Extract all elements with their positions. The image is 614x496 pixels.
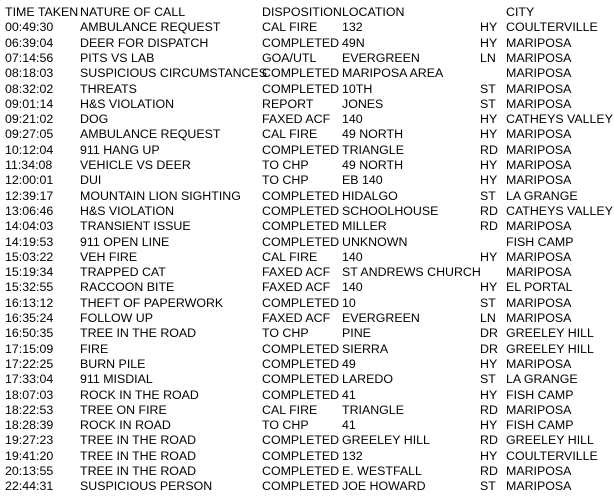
time-cell: 09:27:05 (5, 127, 54, 142)
city-cell: GREELEY HILL (506, 341, 594, 356)
location-cell: 132 (342, 20, 363, 35)
city-cell: GREELEY HILL (506, 433, 594, 448)
nature-cell: DEER FOR DISPATCH (80, 35, 209, 50)
disposition-cell: COMPLETED (262, 295, 340, 310)
street-type-cell: HY (480, 356, 498, 371)
street-type-cell: RD (480, 219, 498, 234)
nature-cell: VEH FIRE (80, 249, 138, 264)
nature-cell: TREE IN THE ROAD (80, 326, 197, 341)
disposition-cell: COMPLETED (262, 219, 340, 234)
table-row (0, 66, 614, 81)
nature-cell: VEHICLE VS DEER (80, 158, 191, 172)
time-cell: 00:49:30 (5, 20, 54, 35)
nature-cell: TRANSIENT ISSUE (80, 219, 191, 234)
location-cell: 41 (342, 418, 356, 433)
time-cell: 09:21:02 (5, 112, 54, 127)
table-row (0, 235, 614, 250)
street-type-cell: ST (480, 96, 496, 111)
street-type-cell: RD (480, 142, 498, 157)
nature-cell: AMBULANCE REQUEST (80, 127, 221, 142)
location-cell: UNKNOWN (342, 234, 408, 249)
nature-cell: FIRE (80, 341, 109, 356)
street-type-cell: ST (480, 295, 496, 310)
time-cell: 15:03:22 (5, 249, 54, 264)
city-cell: MARIPOSA (506, 81, 572, 96)
time-cell: 08:18:03 (5, 66, 54, 81)
nature-cell: ROCK IN ROAD (80, 418, 171, 433)
street-type-cell: HY (480, 249, 498, 264)
table-row (0, 51, 614, 66)
nature-cell: FOLLOW UP (80, 311, 153, 325)
disposition-cell: COMPLETED (262, 433, 340, 448)
table-row (0, 311, 614, 326)
location-cell: 10 (342, 295, 356, 310)
street-type-cell: HY (480, 418, 498, 433)
city-cell: MARIPOSA (506, 96, 572, 111)
street-type-cell: RD (480, 464, 498, 478)
time-cell: 22:44:31 (5, 479, 54, 494)
nature-cell: DOG (80, 112, 109, 127)
city-cell: LA GRANGE (506, 188, 578, 203)
location-cell: 49 NORTH (342, 127, 404, 142)
street-type-cell: HY (480, 112, 498, 127)
location-cell: SIERRA (342, 341, 389, 356)
nature-cell: TREE IN THE ROAD (80, 448, 197, 463)
city-cell: FISH CAMP (506, 234, 574, 249)
street-type-cell: ST (480, 81, 496, 96)
city-cell: COULTERVILLE (506, 448, 598, 463)
location-cell: 140 (342, 280, 363, 295)
table-row (0, 464, 614, 479)
table-row (0, 204, 614, 219)
nature-cell: TREE IN THE ROAD (80, 433, 197, 448)
time-cell: 15:19:34 (5, 265, 54, 280)
location-cell: 49 (342, 356, 356, 371)
street-type-cell: HY (480, 173, 498, 188)
table-row (0, 250, 614, 265)
table-row (0, 372, 614, 387)
table-row (0, 433, 614, 448)
disposition-cell: COMPLETED (262, 142, 340, 157)
table-row (0, 97, 614, 112)
table-row (0, 265, 614, 280)
disposition-cell: COMPLETED (262, 372, 340, 387)
location-cell: ST ANDREWS CHURCH (342, 265, 481, 280)
location-cell: JOE HOWARD (342, 479, 426, 494)
nature-cell: 911 HANG UP (80, 142, 160, 157)
location-cell: 49 NORTH (342, 158, 404, 172)
disposition-cell: COMPLETED (262, 188, 340, 203)
table-row (0, 143, 614, 158)
disposition-cell: COMPLETED (262, 448, 340, 463)
nature-cell: TRAPPED CAT (80, 265, 166, 280)
table-row (0, 112, 614, 127)
location-cell: HIDALGO (342, 188, 398, 203)
disposition-cell: COMPLETED (262, 464, 340, 478)
city-cell: FISH CAMP (506, 387, 574, 402)
table-row (0, 342, 614, 357)
nature-cell: THEFT OF PAPERWORK (80, 295, 224, 310)
table-row (0, 326, 614, 341)
city-cell: MARIPOSA (506, 142, 572, 157)
time-cell: 18:22:53 (5, 402, 54, 417)
street-type-cell: ST (480, 372, 496, 387)
header-nature-of-call: NATURE OF CALL (80, 5, 186, 19)
time-cell: 15:32:55 (5, 280, 54, 295)
table-row (0, 82, 614, 97)
table-row (0, 158, 614, 173)
nature-cell: DUI (80, 173, 102, 188)
city-cell: GREELEY HILL (506, 326, 594, 341)
location-cell: 132 (342, 448, 363, 463)
disposition-cell: FAXED ACF (262, 112, 331, 127)
street-type-cell: HY (480, 158, 498, 172)
nature-cell: SUSPICIOUS PERSON (80, 479, 213, 494)
disposition-cell: COMPLETED (262, 479, 340, 494)
disposition-cell: TO CHP (262, 326, 309, 341)
time-cell: 12:00:01 (5, 173, 54, 188)
location-cell: TRIANGLE (342, 402, 404, 417)
street-type-cell: DR (480, 341, 498, 356)
city-cell: MARIPOSA (506, 402, 572, 417)
nature-cell: THREATS (80, 81, 137, 96)
disposition-cell: REPORT (262, 96, 314, 111)
time-cell: 09:01:14 (5, 96, 54, 111)
time-cell: 17:33:04 (5, 372, 54, 387)
city-cell: MARIPOSA (506, 219, 572, 234)
city-cell: MARIPOSA (506, 356, 572, 371)
time-cell: 19:27:23 (5, 433, 54, 448)
nature-cell: AMBULANCE REQUEST (80, 20, 221, 35)
disposition-cell: COMPLETED (262, 81, 340, 96)
nature-cell: RACCOON BITE (80, 280, 175, 295)
nature-cell: 911 OPEN LINE (80, 234, 170, 249)
disposition-cell: FAXED ACF (262, 265, 331, 280)
table-row (0, 36, 614, 51)
disposition-cell: COMPLETED (262, 341, 340, 356)
street-type-cell: RD (480, 402, 498, 417)
table-row (0, 219, 614, 234)
nature-cell: SUSPICIOUS CIRCUMSTANCES (80, 66, 268, 81)
city-cell: MARIPOSA (506, 249, 572, 264)
location-cell: 10TH (342, 81, 373, 96)
location-cell: MARIPOSA AREA (342, 66, 444, 81)
nature-cell: 911 MISDIAL (80, 372, 153, 387)
disposition-cell: CAL FIRE (262, 402, 318, 417)
nature-cell: TREE ON FIRE (80, 402, 167, 417)
street-type-cell: ST (480, 479, 496, 494)
table-row (0, 357, 614, 372)
time-cell: 20:13:55 (5, 464, 54, 478)
city-cell: CATHEYS VALLEY (506, 203, 613, 218)
time-cell: 10:12:04 (5, 142, 54, 157)
city-cell: MARIPOSA (506, 66, 572, 81)
disposition-cell: COMPLETED (262, 35, 340, 50)
disposition-cell: TO CHP (262, 158, 309, 172)
time-cell: 19:41:20 (5, 448, 54, 463)
time-cell: 17:15:09 (5, 341, 54, 356)
location-cell: LAREDO (342, 372, 393, 387)
time-cell: 14:04:03 (5, 219, 54, 234)
street-type-cell: HY (480, 20, 498, 35)
header-row (0, 5, 614, 20)
city-cell: MARIPOSA (506, 295, 572, 310)
nature-cell: MOUNTAIN LION SIGHTING (80, 188, 241, 203)
location-cell: 140 (342, 112, 363, 127)
city-cell: MARIPOSA (506, 50, 572, 65)
location-cell: 41 (342, 387, 356, 402)
disposition-cell: COMPLETED (262, 234, 340, 249)
location-cell: EB 140 (342, 173, 383, 188)
time-cell: 11:34:08 (5, 158, 53, 172)
disposition-cell: COMPLETED (262, 356, 340, 371)
location-cell: EVERGREEN (342, 50, 420, 65)
time-cell: 18:07:03 (5, 387, 54, 402)
city-cell: MARIPOSA (506, 464, 572, 478)
table-row (0, 403, 614, 418)
city-cell: MARIPOSA (506, 127, 572, 142)
time-cell: 16:13:12 (5, 295, 54, 310)
time-cell: 17:22:25 (5, 356, 54, 371)
header-city: CITY (506, 5, 535, 19)
city-cell: MARIPOSA (506, 265, 572, 280)
location-cell: JONES (342, 96, 384, 111)
city-cell: LA GRANGE (506, 372, 578, 387)
time-cell: 14:19:53 (5, 234, 54, 249)
street-type-cell: RD (480, 203, 498, 218)
disposition-cell: CAL FIRE (262, 127, 318, 142)
city-cell: FISH CAMP (506, 418, 574, 433)
city-cell: MARIPOSA (506, 35, 572, 50)
disposition-cell: FAXED ACF (262, 311, 331, 325)
city-cell: MARIPOSA (506, 158, 572, 172)
disposition-cell: TO CHP (262, 173, 309, 188)
table-row (0, 173, 614, 188)
time-cell: 07:14:56 (5, 50, 54, 65)
nature-cell: ROCK IN THE ROAD (80, 387, 199, 402)
disposition-cell: COMPLETED (262, 203, 340, 218)
location-cell: PINE (342, 326, 371, 341)
street-type-cell: HY (480, 387, 498, 402)
street-type-cell: LN (480, 311, 496, 325)
header-location: LOCATION (342, 5, 405, 19)
table-row (0, 296, 614, 311)
header-time-taken: TIME TAKEN (5, 5, 79, 19)
nature-cell: H&S VIOLATION (80, 203, 175, 218)
street-type-cell: HY (480, 448, 498, 463)
city-cell: MARIPOSA (506, 173, 572, 188)
street-type-cell: LN (480, 50, 496, 65)
nature-cell: PITS VS LAB (80, 50, 155, 65)
disposition-cell: CAL FIRE (262, 249, 318, 264)
header-disposition: DISPOSITION (262, 5, 342, 19)
time-cell: 12:39:17 (5, 188, 54, 203)
time-cell: 13:06:46 (5, 203, 54, 218)
street-type-cell: ST (480, 188, 496, 203)
disposition-cell: TO CHP (262, 418, 309, 433)
time-cell: 06:39:04 (5, 35, 54, 50)
street-type-cell: HY (480, 127, 498, 142)
table-row (0, 479, 614, 494)
table-row (0, 20, 614, 35)
disposition-cell: GOA/UTL (262, 50, 317, 65)
location-cell: GREELEY HILL (342, 433, 430, 448)
location-cell: E. WESTFALL (342, 464, 422, 478)
street-type-cell: HY (480, 35, 498, 50)
disposition-cell: FAXED ACF (262, 280, 331, 295)
location-cell: MILLER (342, 219, 387, 234)
city-cell: MARIPOSA (506, 311, 572, 325)
city-cell: EL PORTAL (506, 280, 573, 295)
disposition-cell: CAL FIRE (262, 20, 318, 35)
table-row (0, 388, 614, 403)
city-cell: MARIPOSA (506, 479, 572, 494)
table-row (0, 449, 614, 464)
table-row (0, 127, 614, 142)
disposition-cell: COMPLETED (262, 66, 340, 81)
nature-cell: BURN PILE (80, 356, 146, 371)
table-row (0, 418, 614, 433)
nature-cell: TREE IN THE ROAD (80, 464, 197, 478)
street-type-cell: HY (480, 280, 498, 295)
location-cell: TRIANGLE (342, 142, 404, 157)
time-cell: 16:35:24 (5, 311, 54, 325)
time-cell: 08:32:02 (5, 81, 54, 96)
disposition-cell: COMPLETED (262, 387, 340, 402)
table-row (0, 189, 614, 204)
time-cell: 18:28:39 (5, 418, 54, 433)
location-cell: EVERGREEN (342, 311, 420, 325)
city-cell: CATHEYS VALLEY (506, 112, 613, 127)
street-type-cell: DR (480, 326, 498, 341)
city-cell: COULTERVILLE (506, 20, 598, 35)
table-row (0, 280, 614, 295)
location-cell: SCHOOLHOUSE (342, 203, 439, 218)
time-cell: 16:50:35 (5, 326, 54, 341)
location-cell: 49N (342, 35, 365, 50)
nature-cell: H&S VIOLATION (80, 96, 175, 111)
street-type-cell: RD (480, 433, 498, 448)
location-cell: 140 (342, 249, 363, 264)
